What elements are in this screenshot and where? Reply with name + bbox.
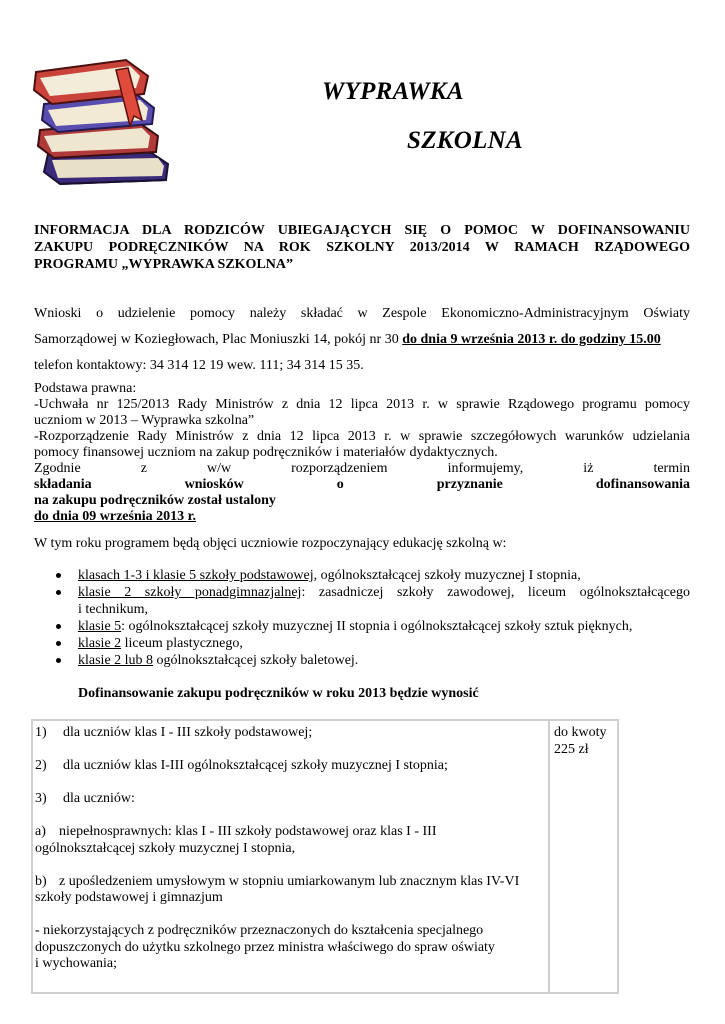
bullet-icon [56,573,61,578]
table-row [35,758,543,775]
list-item-text: : zasadniczej szkoły zawodowej, liceum ogólnokształcącego [301,585,690,600]
legal-item: pomocy finansowej uczniom na zakup podręczników i materiałów dydaktycznych. [34,445,498,460]
list-item-line [78,584,690,601]
row-text: - niekorzystających z podręczników przeznaczonych do kształcenia specjalnego [35,923,484,938]
list-item [56,635,690,652]
eligible-classes-list [56,567,690,669]
application-deadline: do dnia 9 września 2013 r. do godziny 15.00 [402,332,661,347]
heading-line: ZAKUPU PODRĘCZNIKÓW NA ROK SZKOLNY 2013/2014 W RAMACH RZĄDOWEGO [34,240,690,255]
list-item-underlined: klasach 1-3 i klasie 5 szkoły podstawowej [78,568,314,583]
application-place: Samorządowej w Koziegłowach, Plac Moniuszki 14, pokój nr 30 [34,332,403,347]
notice-bold: składania wniosków o przyznanie dofinansowania [34,477,690,492]
list-item [56,567,690,584]
list-item [56,652,690,669]
legal-label: Podstawa prawna: [34,381,137,396]
row-text: z upośledzeniem umysłowym w stopniu umiarkowanym lub znacznym klas IV-VI [59,873,520,889]
legal-notice [34,493,690,525]
amount-cell [554,725,618,758]
row-text: dopuszczonych do użytku szkolnego przez ministra właściwego do spraw oświaty [35,939,495,955]
row-text: dla uczniów klas I-III ogólnokształcącej szkoły muzycznej I stopnia; [63,758,448,773]
table-divider [548,721,550,992]
table-row [35,791,543,808]
list-item [56,618,690,635]
list-item-text: liceum plastycznego, [121,636,243,651]
information-heading [34,222,690,273]
amount-label: do kwoty [554,725,607,740]
legal-notice [34,461,690,493]
bullet-icon [56,624,61,629]
stack-of-books-icon [30,56,180,188]
list-item-text: : ogólnokształcącej szkoły muzycznej II stopnia i ogólnokształcącej szkoły sztuk pięknych, [121,619,633,634]
contact-phone: telefon kontaktowy: 34 314 12 19 wew. 111; 34 314 15 35. [34,358,364,373]
legal-item: uczniom w 2013 – Wyprawka szkolna” [34,413,255,428]
application-line [34,327,690,353]
table-row [35,824,543,841]
row-number: a) [35,824,46,839]
funding-heading: Dofinansowanie zakupu podręczników w roku 2013 będzie wynosić [78,686,479,701]
notice-text: Zgodnie z w/w rozporządzeniem informujemy, iż termin [34,461,690,476]
row-number: 3) [35,791,47,806]
table-row [35,725,543,742]
row-text: ogólnokształcącej szkoły muzycznej I stopnia, [35,840,296,856]
bullet-icon [56,590,61,595]
list-item-underlined: klasie 2 lub 8 [78,653,154,668]
legal-item: -Uchwała nr 125/2013 Rady Ministrów z dnia 12 lipca 2013 r. w sprawie Rządowego programu pomocy [34,397,690,412]
amount-value: 225 zł [554,741,589,757]
funding-table [31,719,619,994]
page-title-line1: WYPRAWKA [322,78,464,105]
list-item-text: ogólnokształcącej szkoły baletowej. [153,653,359,668]
eligibility-cell [35,725,543,973]
row-number: b) [35,873,47,889]
heading-line: INFORMACJA DLA RODZICÓW UBIEGAJĄCYCH SIĘ O POMOC W DOFINANSOWANIU [34,223,690,238]
bullet-icon [56,641,61,646]
row-text: i wychowania; [35,956,118,971]
heading-line: PROGRAMU „WYPRAWKA SZKOLNA” [34,257,294,272]
program-intro: W tym roku programem będą objęci uczniowie rozpoczynający edukację szkolną w: [34,536,507,551]
list-item [56,584,690,618]
row-text: niepełnosprawnych: klas I - III szkoły podstawowej oraz klas I - III [59,824,437,839]
row-text: dla uczniów klas I - III szkoły podstawowej; [63,725,313,740]
list-item-underlined: klasie 2 szkoły ponadgimnazjalnej [78,585,302,600]
row-text: dla uczniów: [63,791,135,806]
list-item-text: i technikum, [78,602,148,617]
page-title-line2: SZKOLNA [407,127,524,154]
list-item-underlined: klasie 5 [78,619,122,634]
notice-bold: na zakupu podręczników został ustalony [34,493,276,508]
bullet-icon [56,658,61,663]
application-line: Wnioski o udzielenie pomocy należy składać w Zespole Ekonomiczno-Administracyjnym Oświaty [34,306,690,321]
notice-date: do dnia 09 września 2013 r. [34,509,197,524]
legal-basis [34,381,690,525]
legal-item: -Rozporządzenie Rady Ministrów z dnia 12 lipca 2013 r. w sprawie szczegółowych warunków udzielania [34,429,690,444]
application-paragraph [34,301,690,379]
list-item-underlined: klasie 2 [78,636,122,651]
row-number: 1) [35,725,47,740]
list-item-text: , ogólnokształcącej szkoły muzycznej I stopnia, [313,568,581,583]
row-text: szkoły podstawowej i gimnazjum [35,890,223,905]
row-number: 2) [35,758,47,773]
table-row [35,874,543,891]
